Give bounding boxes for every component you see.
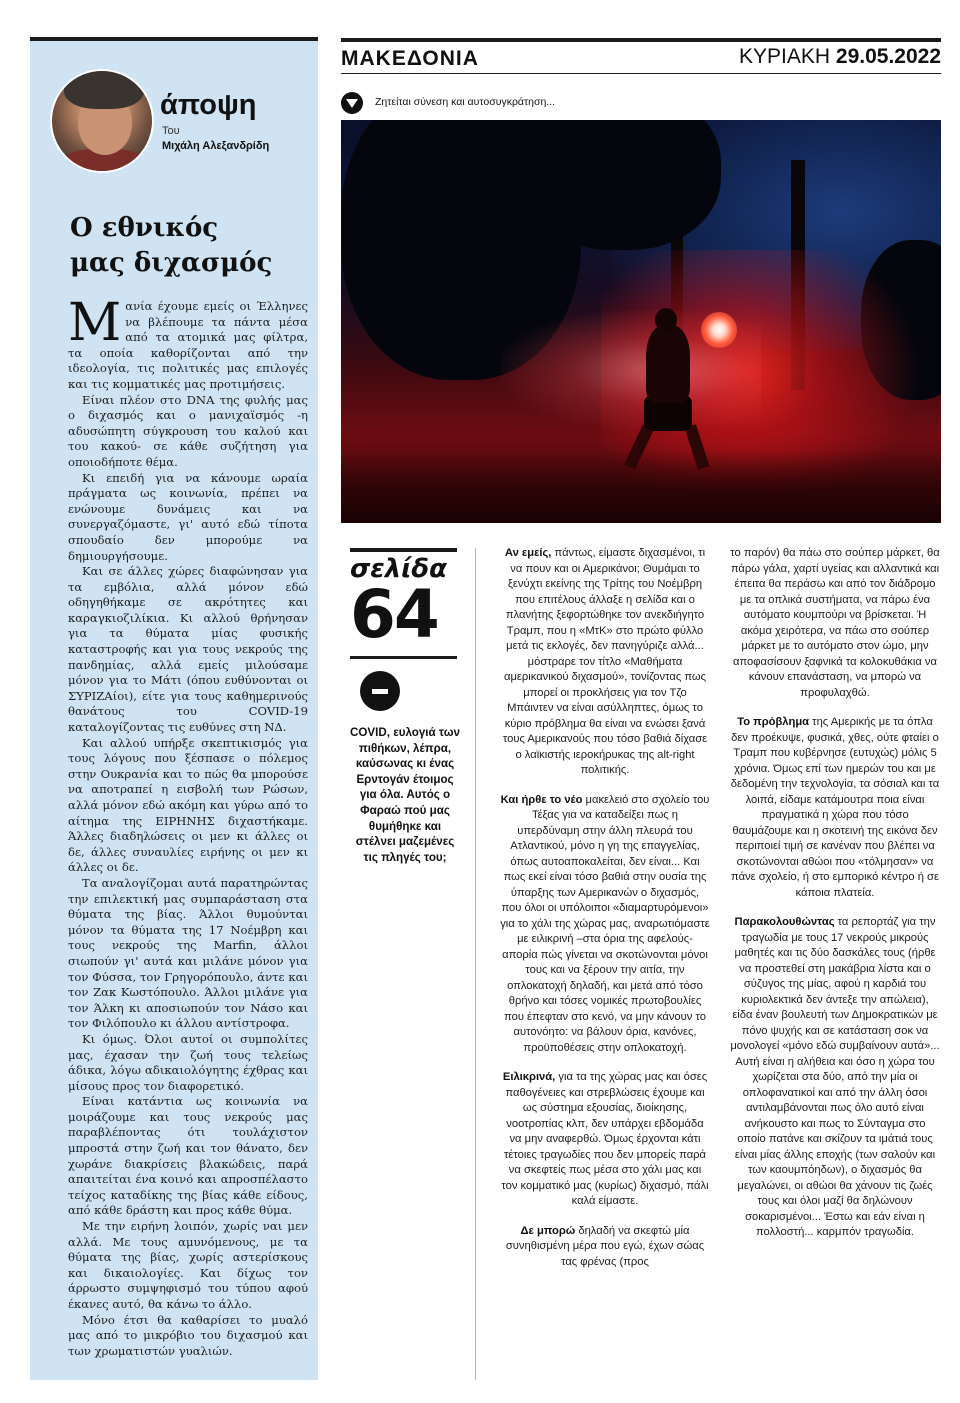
opinion-paragraph: Είναι κατάντια ως κοινωνία να μοιράζουμε και τους νεκρούς μας παραβλέποντας ότι τουλάχιστον μπροστά στην ζωή και τον θάνατο, δεν χωράνε διακρίσεις βλακώδεις, παρά απαιτείται ένα κοινό και απροσπέλαστο τείχος καταδίκης της βίας κάθε είδους, από κάθε δράστη και προς κάθε θύμα. xyxy=(68,1094,308,1218)
issue-day: ΚΥΡΙΑΚΗ xyxy=(739,45,831,68)
minus-icon xyxy=(360,671,400,711)
opinion-body xyxy=(68,293,308,1359)
issue-date xyxy=(739,45,941,69)
author-name: Μιχάλη Αλεξανδρίδη xyxy=(162,140,270,152)
opinion-paragraph: Κι όμως. Όλοι αυτοί οι συμπολίτες μας, έχασαν την ζωή τους τελείως άδικα, λόγω αδικαιολόγητης έχθρας και μίσους προς τον διαφορετικό. xyxy=(68,1031,308,1093)
newspaper-name: ΜΑΚΕΔΟΝΙΑ xyxy=(341,47,479,70)
promo-page-number: 64 xyxy=(350,576,438,653)
opinion-paragraph: Και σε άλλες χώρες διαφώνησαν για τα εμβόλια, αλλά μόνον εδώ οδηγηθήκαμε σε ακρότητες και καραγκιοζιλίκια. Κι αλλού θρήνησαν για τα θύματα μίας φυσικής καταστροφής και για τους νεκρούς της πανδημίας, αλλά εμείς μιλούσαμε μόνον για το Μάτι (όπου ευθύνονται οι ΣΥΡΙΖΑίοι), είτε για τους καθημερινούς θανάτους του COVID-19 καταλογίζοντας τις ευθύνες στη ΝΔ. xyxy=(68,564,308,735)
masthead xyxy=(341,38,941,74)
opinion-column xyxy=(30,37,318,1380)
news-photo xyxy=(341,120,941,523)
article-column-middle xyxy=(500,546,710,1284)
author-portrait xyxy=(50,69,154,173)
issue-date-value: 29.05.2022 xyxy=(835,45,941,68)
opinion-paragraph: Mανία έχουμε εμείς οι Έλληνες να βλέπουμε τα πάντα μέσα από τα ατομικά μας φίλτρα, τα οποία καθορίζονται από την ιδεολογία, τις πολιτικές μας επιλογές και τις κομματικές μας προτιμήσεις. xyxy=(68,293,308,391)
article-paragraph: Παρακολουθώντας τα ρεπορτάζ για την τραγωδία με τους 17 νεκρούς μικρούς μαθητές και τις δύο δασκάλες τους (ήρθε να προστεθεί στη μακάβρια λίστα και ο σύζυγος της μίας, αφού η καρδιά του κυριολεκτικά δεν άντεξε την απώλεια), είδα έναν βουλευτή των Δημοκρατικών με πόνο ψυχής και σε κατάσταση σοκ να μονολογεί «μόνο εδώ συμβαίνουν αυτά»... Αυτή είναι η αλήθεια και όσο η χώρα του χωρίζεται στα δύο, από την μία οι οπλοφανατικοί και από την άλλη όσοι αντιλαμβάνονται πως όλο αυτό είναι ανήκουστο και πως το Σύνταγμα στο οποίο πατάνε και σκίζουν τα ιμάτιά τους είναι μίας άλλης εποχής (των σαλούν και των καουμπόηδων), ο διχασμός θα μεγαλώνει, οι αθώοι θα χάνουν τις ζωές τους και όλοι μαζί θα δηλώνουν σοκαρισμένοι... Έστω και εάν είναι η πολλοστή... καρμπόν τραγωδία. xyxy=(730,916,940,1238)
article-paragraph: το παρόν) θα πάω στο σούπερ μάρκετ, θα πάρω γάλα, χαρτί υγείας και αλλαντικά και έπειτα θα περάσω και από τον διάδρομο με τα οπλικά συστήματα, να πάρω ένα αυτόματο κουμπούρι να βρίσκεται. Ή ακόμα χειρότερα, να πάω στο σούπερ μάρκετ με το αυτόματο στον ώμο, μην αποφασίσουν ξαφνικά τα κολοκυθάκια να κάνουν επανάσταση, να μπορώ να προφυλαχθώ. xyxy=(730,547,940,699)
drop-cap: M xyxy=(68,293,122,353)
article-paragraph: Αν εμείς, πάντως, είμαστε διχασμένοι, τι να πουν και οι Αμερικάνοι; Θυμάμαι το ξενύχτι εκείνης της Τρίτης του Νοέμβρη που επιτέλους άλλαξε η σελίδα και ο πλανήτης ξεφορτώθηκε τον ανεκδιήγητο Τραμπ, που η «ΜτΚ» στο πρώτο φύλλο μετά τις εκλογές, δεν πανηγύριζε αλλά... μόστραρε τον τίτλο «Μαθήματα αμερικανικού διχασμού», τονίζοντας πως μπορεί οι προκλήσεις για τον Τζο Μπάιντεν να είναι ασύλληπτες, όμως το κύριο πρόβλημα θα είναι να ενώσει ξανά τους Αμερικανούς που τόσο βαθιά δίχασε ο λαϊκιστής ιεροκήρυκας της alt-right πολιτικής. xyxy=(502,547,708,776)
column-divider xyxy=(475,548,476,1380)
byline-prefix: Του xyxy=(162,125,180,137)
opinion-paragraph: Με την ειρήνη λοιπόν, χωρίς ναι μεν αλλά. Με τους αμυνόμενους, με τα θύματα της βίας, χωρίς αστερίσκους και δικαιολογίες. Και δίχως τον άρρωστο συμψηφισμό του τύπου αφού έκανες αυτό, θα κάνω το άλλο. xyxy=(68,1219,308,1311)
page-promo xyxy=(350,548,460,865)
opinion-headline xyxy=(70,211,300,281)
article-paragraph: Ειλικρινά, για τα της χώρας μας και όσες παθογένειες και στρεβλώσεις έχουμε και ως σύστημα εξουσίας, διοίκησης, νοοτροπίας κλπ, δεν υπάρχει εβδομάδα να μην αναφερθώ. Όμως έρχονται κάτι τέτοιες τραγωδίες που δεν μπορείς παρά να σκεφτείς πως μέσα στο χάλι μας και τον κομματικό μας (κυρίως) διχασμό, πάλι καλά είμαστε. xyxy=(501,1071,709,1207)
article-paragraph: Δε μπορώ δηλαδή να σκεφτώ μία συνηθισμένη μέρα που εγώ, έχων σώας τας φρένας (προς xyxy=(505,1224,705,1268)
opinion-paragraph: Μόνο έτσι θα καθαρίσει το μυαλό μας από το μικρόβιο του διχασμού και των χρωματιστών γυαλιών. xyxy=(68,1312,308,1358)
article-paragraph: Το πρόβλημα της Αμερικής με τα όπλα δεν προέκυψε, φυσικά, χθες, ούτε φταίει ο Τραμπ που κυβέρνησε (ευτυχώς) μόλις 5 χρόνια. Όμως επί των ημερών του και με δεδομένη την τεχνολογία, τα σόσιαλ και τα λοιπά, είδαμε κατάμουτρα ποια είναι πραγματικά η χώρα που τόσο θαυμάζουμε και η σκοτεινή της εικόνα δεν περιποιεί τιμή σε κανέναν που βλέπει να σκοτώνονται αθώοι που «τόλμησαν» να πάνε σχολείο, ή στο εμπορικό κέντρο ή σε κάποια πλατεία. xyxy=(730,716,940,899)
promo-text: COVID, ευλογιά των πιθήκων, λέπρα, καύσωνας κι ένας Ερντογάν έτοιμος για όλα. Αυτός ο Φαραώ πού μας θυμήθηκε και στέλνει μαζεμένες τις πληγές του; xyxy=(350,726,460,864)
opinion-paragraph: Είναι πλέον στο DNA της φυλής μας ο διχασμός και ο μανιχαϊσμός -η αδυσώπητη σύγκρουση του καλού και του κακού- σε κάθε συζήτηση για οποιοδήποτε θέμα. xyxy=(68,392,308,469)
photo-caption: Ζητείται σύνεση και αυτοσυγκράτηση... xyxy=(375,96,556,108)
arrow-down-icon xyxy=(341,92,363,114)
article-paragraph: Και ήρθε το νέο μακελειό στο σχολείο του Τέξας για να καταδείξει πως η υπερδύναμη στην άλλη πλευρά του Ατλαντικού, μόνο η γη της επαγγελίας, όπως αυτοαποκαλείται, δεν είναι... Και πως εκεί είναι τόσο βαθιά στην ουσία της ύπαρξης των Αμερικανών ο διχασμός, που όλοι οι υπόλοιποι «διαμαρτυρόμενοι» για το χάλι της χώρας μας, αναρωτιόμαστε με ειλικρινή –στα όρια της αφελούς- απορία πώς γίνεται να σκοτώνονται μόνοι τους και να ξέρουν την αιτία, την οπλοκατοχή δηλαδή, και μετά από τόσο θρήνο και τόσες νομικές πρωτοβουλίες που έπεφταν στο κενό, να μην κάνουν το αυτονόητο: να βάλουν όρια, κανόνες, προϋποθέσεις στην οπλοκατοχή. xyxy=(500,793,710,1054)
article-column-right xyxy=(730,546,940,1255)
promo-word: σελίδα xyxy=(350,554,448,584)
headline-line-1: Ο εθνικός xyxy=(70,213,219,243)
opinion-paragraph: Και αλλού υπήρξε σκεπτικισμός για τους λόγους που ξέσπασε ο πόλεμος στην Ουκρανία και το πώς θα μπορούσε να αποτραπεί η εισβολή των Ρώσων, αλλά μόνον εδώ ακόμη και γύρω από το αίτημα της ΕΙΡΗΝΗΣ διχαστήκαμε. Άλλες διαδηλώσεις οι μεν κι άλλες οι δε, άλλες συναυλίες ειρήνης οι μεν κι άλλες οι δε. xyxy=(68,735,308,875)
photo-caption-row xyxy=(341,92,941,114)
opinion-tag: άποψη xyxy=(160,89,257,121)
headline-line-2: μας διχασμός xyxy=(70,248,273,278)
opinion-paragraph: Τα αναλογίζομαι αυτά παρατηρώντας την επιλεκτική μας συμπαράσταση στα θύματα της βίας. Άλλοι θυμούνται μόνον τα θύματα της 17 Νοέμβρη και τους νεκρούς της Marfin, άλλοι σιωπούν γι' αυτά και μιλάνε μόνον για τον Φύσσα, τον Γρηγορόπουλο, άντε και τον Ζακ Κωστόπουλο. Άλλοι μιλάνε για τον Άλκη κι αποσιωπούν τον Νάσο και τον Φιλόπουλο κι άλλου αντίστροφα. xyxy=(68,875,308,1031)
opinion-paragraph: Κι επειδή για να κάνουμε ωραία πράγματα ως κοινωνία, πρέπει να ενώνουμε δυνάμεις και να συνεργαζόμαστε, γι' αυτό εδώ τίποτα σπουδαίο δεν μπορούμε να δημιουργήσουμε. xyxy=(68,470,308,563)
